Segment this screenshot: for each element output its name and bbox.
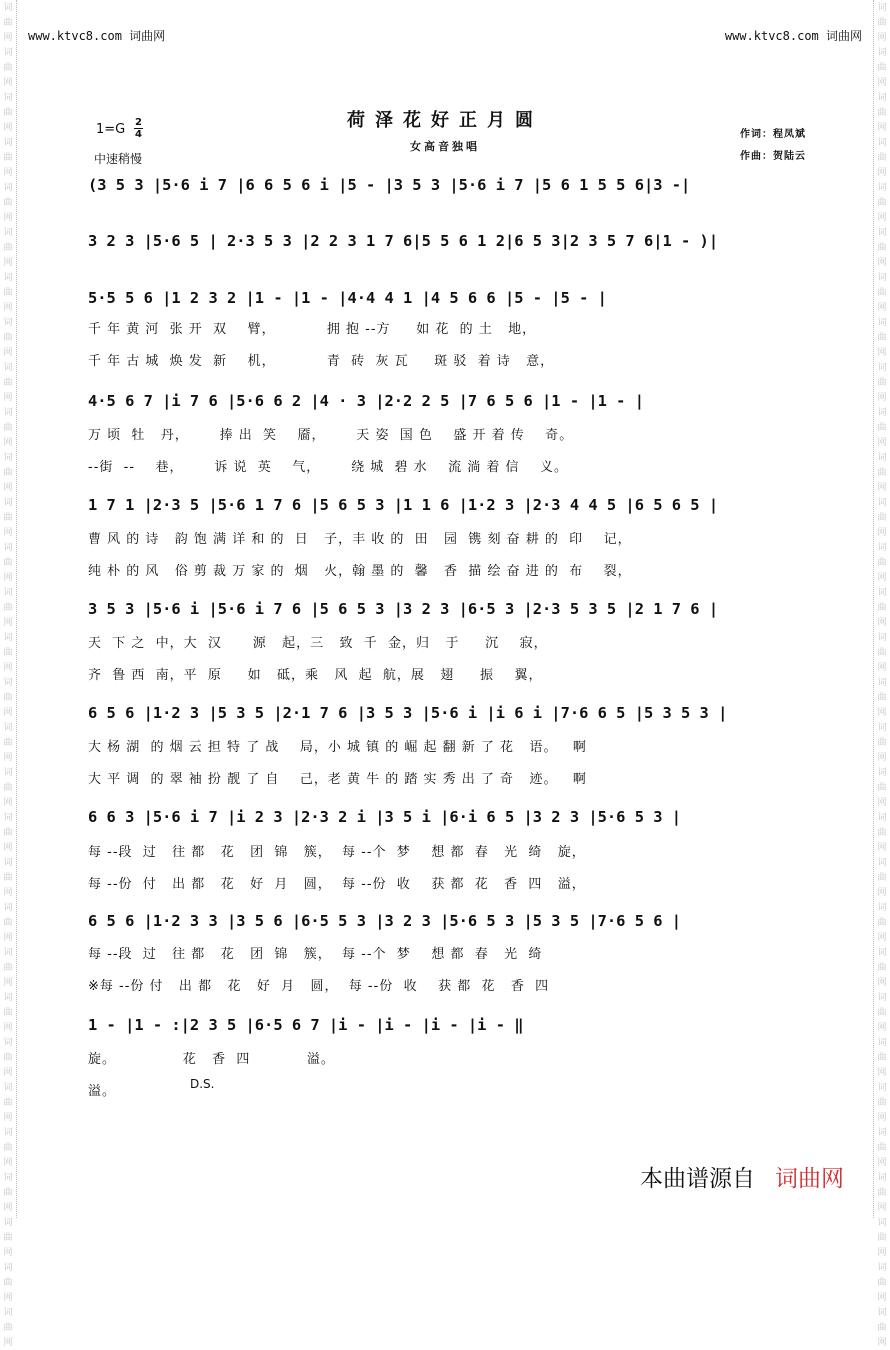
side-watermark-char: 曲 <box>877 603 887 613</box>
side-watermark-char: 曲 <box>877 333 887 343</box>
side-watermark-char: 词 <box>3 408 13 418</box>
side-watermark-char: 词 <box>3 678 13 688</box>
side-watermark-char: 词 <box>877 3 887 13</box>
side-watermark-char: 曲 <box>877 243 887 253</box>
side-watermark-char: 网 <box>3 753 13 763</box>
side-watermark-char: 网 <box>3 978 13 988</box>
side-watermark-char: 词 <box>3 1128 13 1138</box>
side-watermark-char: 词 <box>877 363 887 373</box>
side-watermark-char: 曲 <box>3 63 13 73</box>
side-watermark-char: 网 <box>3 1338 13 1348</box>
side-watermark-char: 网 <box>3 33 13 43</box>
composer-credit: 作曲：贺陆云 <box>740 151 806 162</box>
side-watermark-char: 词 <box>3 228 13 238</box>
song-title: 荷泽花好正月圆 <box>347 110 543 131</box>
side-watermark-char: 词 <box>877 138 887 148</box>
side-watermark-char: 曲 <box>3 828 13 838</box>
tempo-marking: 中速稍慢 <box>94 152 143 166</box>
side-watermark-char: 词 <box>3 318 13 328</box>
side-watermark-char: 曲 <box>3 1278 13 1288</box>
side-watermark-char: 词 <box>3 948 13 958</box>
side-watermark-char: 曲 <box>3 603 13 613</box>
lyric-line: 万 顷 牡 丹， 捧 出 笑 靥， 天 姿 国 色 盛 开 着 传 奇。 <box>88 428 574 443</box>
side-watermark-char: 网 <box>3 1248 13 1258</box>
side-watermark-char: 网 <box>3 663 13 673</box>
side-watermark-char: 曲 <box>3 918 13 928</box>
side-watermark-char: 词 <box>3 903 13 913</box>
side-watermark-char: 词 <box>877 1038 887 1048</box>
side-watermark-char: 词 <box>3 993 13 1003</box>
side-watermark-char: 网 <box>877 1068 887 1078</box>
performance-type: 女高音独唱 <box>410 140 480 153</box>
dal-segno-mark: D.S. <box>190 1077 215 1091</box>
side-watermark-char: 网 <box>877 213 887 223</box>
notation-line: 1 - |1 - :|2 3 5 |6·5 6 7 |i - |i - |i - |i - ‖ <box>88 1016 524 1034</box>
side-watermark-char: 曲 <box>3 108 13 118</box>
side-watermark-char: 曲 <box>877 918 887 928</box>
lyric-line: 每 --段 过 往 都 花 团 锦 簇， 每 --个 梦 想 都 春 光 绮 旋， <box>88 845 586 860</box>
side-watermark-char: 网 <box>877 708 887 718</box>
side-watermark-char: 曲 <box>3 1053 13 1063</box>
side-watermark-char: 词 <box>877 768 887 778</box>
side-watermark-char: 曲 <box>877 648 887 658</box>
side-watermark-char: 词 <box>3 1083 13 1093</box>
side-watermark-char: 词 <box>3 363 13 373</box>
side-watermark-char: 词 <box>3 138 13 148</box>
side-watermark-char: 曲 <box>877 423 887 433</box>
side-watermark-char: 网 <box>3 1203 13 1213</box>
side-watermark-char: 网 <box>877 1113 887 1123</box>
side-watermark-char: 词 <box>877 498 887 508</box>
side-watermark-char: 曲 <box>3 378 13 388</box>
side-watermark-char: 曲 <box>3 873 13 883</box>
side-watermark-char: 曲 <box>3 468 13 478</box>
side-watermark-char: 词 <box>877 948 887 958</box>
side-watermark-char: 网 <box>877 1293 887 1303</box>
side-watermark-char: 曲 <box>877 1098 887 1108</box>
time-signature-top: 2 <box>135 117 142 128</box>
side-watermark-char: 曲 <box>877 963 887 973</box>
lyric-line: ※每 --份 付 出 都 花 好 月 圆， 每 --份 收 获 都 花 香 四 <box>88 979 550 994</box>
side-watermark-char: 词 <box>3 1263 13 1273</box>
side-watermark-char: 网 <box>877 393 887 403</box>
side-watermark-char: 网 <box>877 528 887 538</box>
side-watermark-char: 曲 <box>877 783 887 793</box>
lyric-line: 纯 朴 的 风 俗 剪 裁 万 家 的 烟 火，翰 墨 的 馨 香 描 绘 奋 进 的 布 裂， <box>88 564 632 579</box>
notation-line: 6 6 3 |5·6 i 7 |i 2 3 |2·3 2 i |3 5 i |6·i 6 5 |3 2 3 |5·6 5 3 | <box>88 808 682 826</box>
side-watermark-char: 曲 <box>3 18 13 28</box>
side-watermark-char: 词 <box>877 813 887 823</box>
side-watermark-char: 网 <box>3 483 13 493</box>
lyric-line: 每 --段 过 往 都 花 团 锦 簇， 每 --个 梦 想 都 春 光 绮 <box>88 947 543 962</box>
side-watermark-char: 词 <box>3 3 13 13</box>
side-watermark-char: 网 <box>3 213 13 223</box>
notation-line: 5·5 5 6 |1 2 3 2 |1 - |1 - |4·4 4 1 |4 5 6 6 |5 - |5 - | <box>88 289 607 307</box>
side-watermark-char: 网 <box>3 258 13 268</box>
side-watermark-char: 网 <box>3 393 13 403</box>
side-watermark-char: 网 <box>3 1023 13 1033</box>
footer-source <box>640 1160 844 1193</box>
side-watermark-char: 词 <box>877 1308 887 1318</box>
side-watermark-char: 词 <box>3 453 13 463</box>
lyric-line: 每 --份 付 出 都 花 好 月 圆， 每 --份 收 获 都 花 香 四 溢， <box>88 877 586 892</box>
side-watermark-char: 词 <box>877 318 887 328</box>
side-watermark-char: 网 <box>877 933 887 943</box>
side-watermark-char: 网 <box>877 123 887 133</box>
side-watermark-char: 曲 <box>3 648 13 658</box>
side-watermark-char: 网 <box>3 1068 13 1078</box>
side-watermark-char: 网 <box>877 1338 887 1348</box>
side-watermark-char: 词 <box>3 1038 13 1048</box>
side-watermark-char: 词 <box>3 588 13 598</box>
side-watermark-char: 网 <box>877 618 887 628</box>
side-watermark-char: 词 <box>877 588 887 598</box>
time-signature-bottom: 4 <box>135 129 142 140</box>
notation-line: 3 2 3 |5·6 5 | 2·3 5 3 |2 2 3 1 7 6|5 5 6 1 2|6 5 3|2 3 5 7 6|1 - )| <box>88 232 719 250</box>
side-watermark-char: 曲 <box>877 108 887 118</box>
side-watermark-char: 词 <box>877 408 887 418</box>
side-watermark-char: 曲 <box>877 513 887 523</box>
side-watermark-char: 词 <box>3 723 13 733</box>
side-watermark-char: 网 <box>877 753 887 763</box>
lyricist-credit: 作词：程凤斌 <box>740 129 806 140</box>
notation-line: (3 5 3 |5·6 i 7 |6 6 5 6 i |5 - |3 5 3 |5·6 i 7 |5 6 1 5 5 6|3 -| <box>88 176 691 194</box>
side-watermark-char: 词 <box>877 1083 887 1093</box>
side-watermark-char: 曲 <box>3 783 13 793</box>
side-watermark-char: 曲 <box>3 288 13 298</box>
side-watermark-char: 词 <box>877 273 887 283</box>
side-watermark-char: 词 <box>3 633 13 643</box>
side-watermark-char: 曲 <box>877 693 887 703</box>
side-watermark-char: 曲 <box>877 1053 887 1063</box>
side-watermark-char: 曲 <box>877 1143 887 1153</box>
right-watermark-strip <box>873 0 890 1348</box>
side-watermark-char: 网 <box>877 258 887 268</box>
side-watermark-char: 词 <box>3 498 13 508</box>
side-watermark-char: 曲 <box>877 738 887 748</box>
left-watermark-strip <box>0 0 17 1348</box>
side-watermark-char: 词 <box>877 723 887 733</box>
side-watermark-char: 词 <box>3 813 13 823</box>
side-watermark-char: 词 <box>877 93 887 103</box>
side-watermark-char: 曲 <box>3 243 13 253</box>
side-watermark-char: 曲 <box>877 1323 887 1333</box>
side-watermark-char: 词 <box>877 993 887 1003</box>
side-watermark-char: 曲 <box>3 198 13 208</box>
lyric-line: 旋。 花 香 四 溢。 <box>88 1052 335 1067</box>
side-watermark-char: 词 <box>877 453 887 463</box>
side-watermark-char: 网 <box>3 123 13 133</box>
footer-prefix: 本曲谱源自 <box>640 1166 755 1192</box>
side-watermark-char: 网 <box>3 708 13 718</box>
lyric-line: 大 平 调 的 翠 袖 扮 靓 了 自 己，老 黄 牛 的 踏 实 秀 出 了 奇 迹。 啊 <box>88 772 587 787</box>
side-watermark-char: 网 <box>877 843 887 853</box>
side-watermark-char: 词 <box>877 48 887 58</box>
side-watermark-char: 网 <box>3 438 13 448</box>
side-watermark-char: 词 <box>877 858 887 868</box>
side-watermark-char: 词 <box>3 273 13 283</box>
side-watermark-char: 曲 <box>877 288 887 298</box>
side-watermark-char: 曲 <box>3 1323 13 1333</box>
side-watermark-char: 词 <box>877 1128 887 1138</box>
side-watermark-char: 网 <box>3 528 13 538</box>
side-watermark-char: 网 <box>877 78 887 88</box>
side-watermark-char: 词 <box>877 678 887 688</box>
side-watermark-char: 词 <box>3 183 13 193</box>
notation-line: 1 7 1 |2·3 5 |5·6 1 7 6 |5 6 5 3 |1 1 6 |1·2 3 |2·3 4 4 5 |6 5 6 5 | <box>88 496 719 514</box>
lyric-line: 千 年 黄 河 张 开 双 臂， 拥 抱 --方 如 花 的 土 地， <box>88 322 537 337</box>
lyric-line: 齐 鲁 西 南，平 原 如 砥，乘 风 起 航，展 翅 振 翼， <box>88 668 543 683</box>
header-site-right[interactable]: www.ktvc8.com 词曲网 <box>724 29 862 43</box>
side-watermark-char: 曲 <box>877 198 887 208</box>
side-watermark-char: 曲 <box>3 333 13 343</box>
side-watermark-char: 词 <box>3 1173 13 1183</box>
side-watermark-char: 网 <box>877 303 887 313</box>
side-watermark-char: 网 <box>877 483 887 493</box>
side-watermark-char: 网 <box>877 33 887 43</box>
side-watermark-char: 网 <box>3 168 13 178</box>
lyric-line: 曹 风 的 诗 韵 饱 满 详 和 的 日 子，丰 收 的 田 园 镌 刻 奋 耕 的 印 记， <box>88 532 632 547</box>
side-watermark-char: 网 <box>877 348 887 358</box>
side-watermark-char: 网 <box>3 798 13 808</box>
side-watermark-char: 网 <box>877 1248 887 1258</box>
side-watermark-char: 词 <box>877 228 887 238</box>
side-watermark-char: 网 <box>3 303 13 313</box>
side-watermark-char: 词 <box>3 543 13 553</box>
side-watermark-char: 曲 <box>3 1143 13 1153</box>
side-watermark-char: 曲 <box>877 153 887 163</box>
side-watermark-char: 曲 <box>877 828 887 838</box>
side-watermark-char: 词 <box>3 768 13 778</box>
notation-line: 6 5 6 |1·2 3 |5 3 5 |2·1 7 6 |3 5 3 |5·6 i |i 6 i |7·6 6 5 |5 3 5 3 | <box>88 704 728 722</box>
lyric-line: 大 杨 湖 的 烟 云 担 特 了 战 局，小 城 镇 的 崛 起 翻 新 了 花 语。 啊 <box>88 740 587 755</box>
side-watermark-char: 曲 <box>3 153 13 163</box>
side-watermark-char: 网 <box>3 78 13 88</box>
side-watermark-char: 网 <box>877 1158 887 1168</box>
side-watermark-char: 网 <box>3 618 13 628</box>
side-watermark-char: 曲 <box>3 1233 13 1243</box>
side-watermark-char: 曲 <box>877 468 887 478</box>
side-watermark-char: 网 <box>877 663 887 673</box>
lyric-line: 溢。 <box>88 1084 117 1099</box>
side-watermark-char: 曲 <box>3 1008 13 1018</box>
side-watermark-char: 词 <box>877 1173 887 1183</box>
side-watermark-char: 网 <box>877 168 887 178</box>
side-watermark-char: 网 <box>877 438 887 448</box>
side-watermark-char: 网 <box>3 843 13 853</box>
lyric-line: 天 下 之 中，大 汉 源 起，三 致 千 金，归 于 沉 寂， <box>88 636 548 651</box>
side-watermark-char: 词 <box>3 1218 13 1228</box>
side-watermark-char: 词 <box>3 48 13 58</box>
side-watermark-char: 网 <box>877 888 887 898</box>
side-watermark-char: 网 <box>3 573 13 583</box>
side-watermark-char: 曲 <box>3 693 13 703</box>
side-watermark-char: 曲 <box>3 738 13 748</box>
side-watermark-char: 曲 <box>3 558 13 568</box>
side-watermark-char: 曲 <box>877 1233 887 1243</box>
side-watermark-char: 曲 <box>3 1188 13 1198</box>
side-watermark-char: 曲 <box>877 1008 887 1018</box>
side-watermark-char: 曲 <box>3 1098 13 1108</box>
side-watermark-char: 词 <box>3 858 13 868</box>
notation-line: 4·5 6 7 |i 7 6 |5·6 6 2 |4 · 3 |2·2 2 5 |7 6 5 6 |1 - |1 - | <box>88 392 644 410</box>
side-watermark-char: 网 <box>3 348 13 358</box>
side-watermark-char: 词 <box>877 633 887 643</box>
side-watermark-char: 曲 <box>877 1278 887 1288</box>
side-watermark-char: 网 <box>3 888 13 898</box>
side-watermark-char: 曲 <box>877 18 887 28</box>
lyric-line: 千 年 古 城 焕 发 新 机， 青 砖 灰 瓦 斑 驳 着 诗 意， <box>88 354 555 369</box>
side-watermark-char: 网 <box>3 1158 13 1168</box>
side-watermark-char: 曲 <box>3 513 13 523</box>
side-watermark-char: 网 <box>877 978 887 988</box>
side-watermark-char: 网 <box>877 573 887 583</box>
side-watermark-char: 词 <box>877 903 887 913</box>
side-watermark-char: 曲 <box>877 378 887 388</box>
side-watermark-char: 曲 <box>877 63 887 73</box>
side-watermark-char: 曲 <box>877 873 887 883</box>
side-watermark-char: 曲 <box>3 423 13 433</box>
notation-line: 6 5 6 |1·2 3 3 |3 5 6 |6·5 5 3 |3 2 3 |5·6 5 3 |5 3 5 |7·6 5 6 | <box>88 912 682 930</box>
side-watermark-char: 曲 <box>877 558 887 568</box>
side-watermark-char: 网 <box>3 1293 13 1303</box>
side-watermark-char: 曲 <box>3 963 13 973</box>
side-watermark-char: 网 <box>877 1203 887 1213</box>
footer-brand[interactable]: 词曲网 <box>775 1166 844 1192</box>
time-signature <box>134 117 143 140</box>
side-watermark-char: 网 <box>3 933 13 943</box>
side-watermark-char: 曲 <box>877 1188 887 1198</box>
side-watermark-char: 词 <box>877 1218 887 1228</box>
side-watermark-char: 词 <box>877 1263 887 1273</box>
notation-line: 3 5 3 |5·6 i |5·6 i 7 6 |5 6 5 3 |3 2 3 |6·5 3 |2·3 5 3 5 |2 1 7 6 | <box>88 600 719 618</box>
side-watermark-char: 网 <box>3 1113 13 1123</box>
side-watermark-char: 网 <box>877 798 887 808</box>
header-site-left[interactable]: www.ktvc8.com 词曲网 <box>28 29 166 43</box>
side-watermark-char: 词 <box>877 543 887 553</box>
side-watermark-char: 网 <box>877 1023 887 1033</box>
side-watermark-char: 词 <box>3 1308 13 1318</box>
side-watermark-char: 词 <box>3 93 13 103</box>
side-watermark-char: 词 <box>877 183 887 193</box>
key-signature: 1=G <box>96 122 126 137</box>
lyric-line: --街 -- 巷， 诉 说 英 气， 绕 城 碧 水 流 淌 着 信 义。 <box>88 460 569 475</box>
